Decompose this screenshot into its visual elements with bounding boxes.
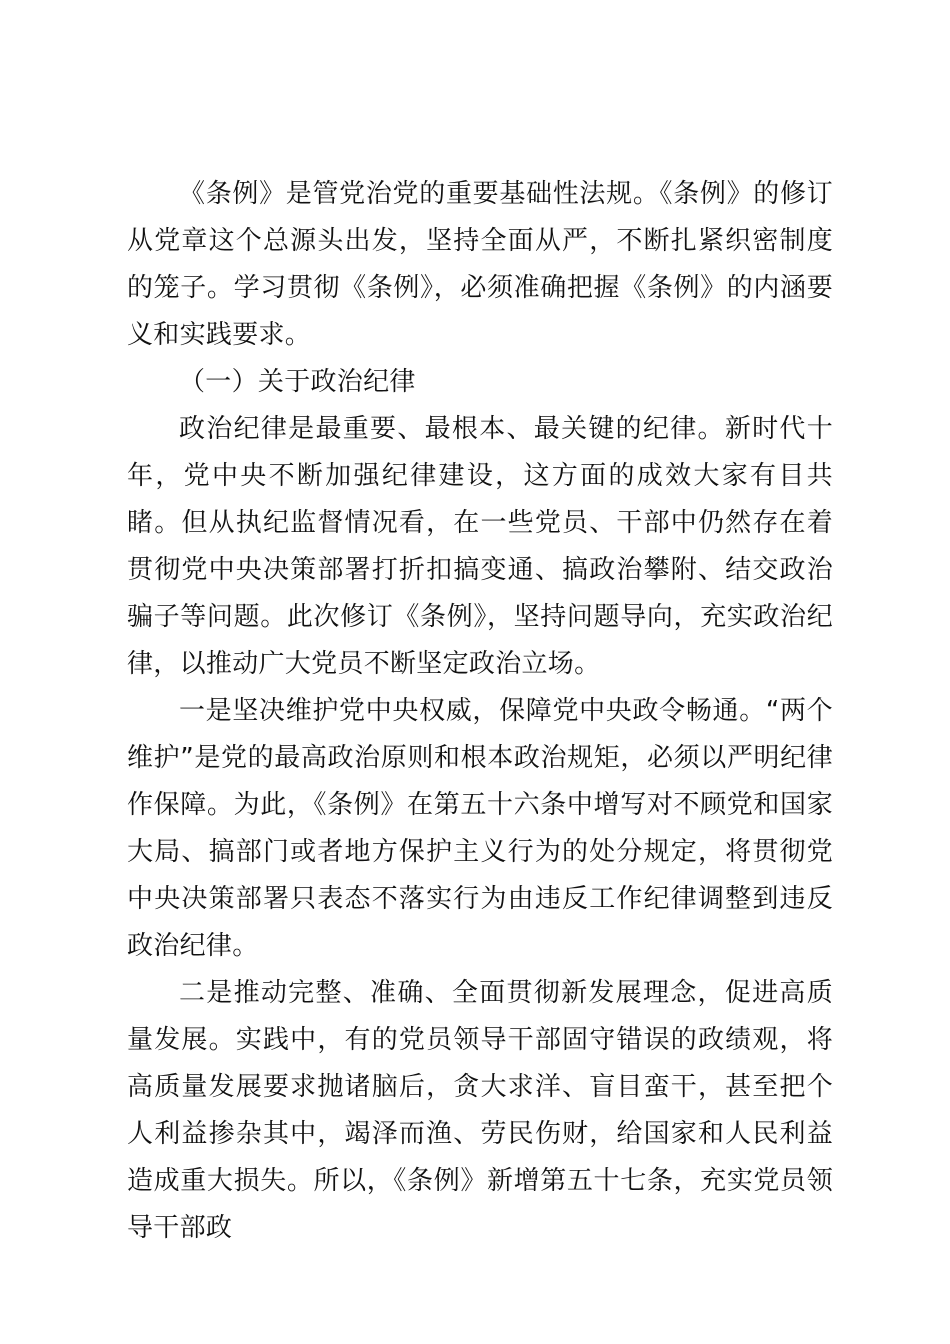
paragraph-point-two: 二是推动完整、准确、全面贯彻新发展理念，促进高质量发展。实践中，有的党员领导干部固守错误的政绩观，将高质量发展要求抛诸脑后，贪大求洋、盲目蛮干，甚至把个人利益掺杂其中，竭泽而渔、劳民伤财，给国家和人民利益造成重大损失。所以，《条例》新增第五十七条，充实党员领导干部政 bbox=[127, 978, 833, 1243]
document-body bbox=[127, 171, 833, 1252]
section-heading-political-discipline: （一）关于政治纪律 bbox=[179, 367, 416, 397]
paragraph-intro: 《条例》是管党治党的重要基础性法规。《条例》的修订从党章这个总源头出发，坚持全面从严，不断扎紧织密制度的笼子。学习贯彻《条例》，必须准确把握《条例》的内涵要义和实践要求。 bbox=[127, 179, 833, 350]
paragraph-point-one: 一是坚决维护党中央权威，保障党中央政令畅通。“两个维护”是党的最高政治原则和根本政治规矩，必须以严明纪律作保障。为此，《条例》在第五十六条中增写对不顾党和国家大局、搞部门或者地方保护主义行为的处分规定，将贯彻党中央决策部署只表态不落实行为由违反工作纪律调整到违反政治纪律。 bbox=[127, 696, 833, 961]
paragraph-political-discipline: 政治纪律是最重要、最根本、最关键的纪律。新时代十年，党中央不断加强纪律建设，这方面的成效大家有目共睹。但从执纪监督情况看，在一些党员、干部中仍然存在着贯彻党中央决策部署打折扣搞变通、搞政治攀附、结交政治骗子等问题。此次修订《条例》，坚持问题导向，充实政治纪律，以推动广大党员不断坚定政治立场。 bbox=[127, 414, 833, 679]
